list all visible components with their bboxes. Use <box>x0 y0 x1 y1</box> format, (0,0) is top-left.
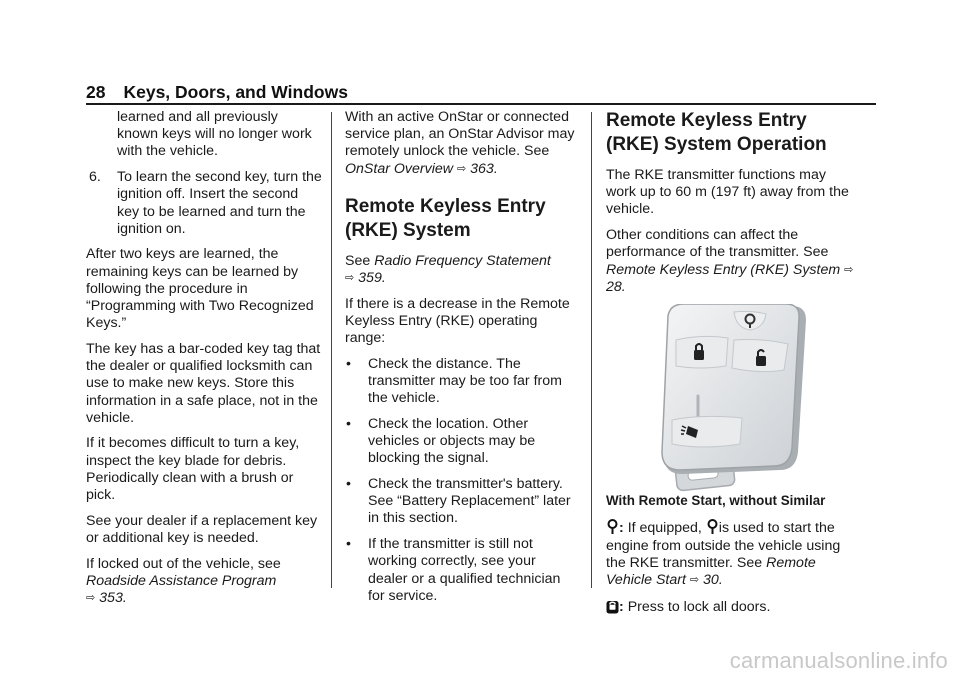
label-colon: : <box>619 520 624 537</box>
section-heading: Remote Keyless Entry (RKE) System <box>345 195 546 241</box>
figure-caption: With Remote Start, without Similar <box>606 493 826 509</box>
paragraph-text: If equipped, <box>627 520 702 537</box>
bullet-marker: • <box>346 536 351 553</box>
xref-page[interactable]: 28 <box>606 278 622 295</box>
lock-icon <box>606 598 619 614</box>
bullet-text: Check the distance. The transmitter may be too far from the vehicle. <box>368 355 562 407</box>
column-3 <box>606 109 856 624</box>
xref-link-remote-start[interactable]: Remote Vehicle Start <box>606 554 816 589</box>
step-number: 6. <box>89 169 101 186</box>
paragraph-text: Other conditions can affect the performance of the transmitter. See <box>606 227 829 261</box>
lock-description <box>606 598 856 616</box>
paragraph-text: is used to start the engine from outside the vehicle using the RKE transmitter. See <box>606 520 841 571</box>
paragraph-text: If locked out of the vehicle, see <box>86 555 281 572</box>
label-colon: : <box>619 598 624 615</box>
page-number: 28 <box>86 82 106 102</box>
xref-page[interactable]: 353 <box>99 590 123 607</box>
bullet-marker: • <box>346 476 351 493</box>
bullet-item <box>345 356 575 408</box>
xref-page[interactable]: 359 <box>358 270 382 287</box>
paragraph: The RKE transmitter functions may work up to 60 m (197 ft) away from the vehicle. <box>606 167 849 218</box>
bullet-text: If the transmitter is still not working correctly, see your dealer or a qualified technician for service. <box>368 536 561 604</box>
watermark: carmanualsonline.info <box>729 648 948 673</box>
paragraph: With an active OnStar or connected service plan, an OnStar Advisor may remotely unlock the vehicle. See OnStar Overview ⇨ 363. <box>345 109 575 177</box>
xref-arrow-icon: ⇨ <box>844 263 854 276</box>
column-divider-1 <box>331 112 332 588</box>
xref-link-radio[interactable]: Radio Frequency Statement <box>374 252 551 269</box>
xref-arrow-icon: ⇨ <box>456 162 467 175</box>
bullet-item <box>345 536 575 605</box>
paragraph: See Radio Frequency Statement ⇨ 359. <box>345 252 551 287</box>
remote-start-icon <box>606 519 619 535</box>
bullet-text: Check the transmitter's battery. See “Battery Replacement” later in this section. <box>368 476 571 527</box>
step-continuation: learned and all previously known keys will no longer work with the vehicle. <box>117 109 312 160</box>
key-fob-figure <box>606 304 856 494</box>
remote-start-description: : If equipped, is used to start the engine from outside the vehicle using the RKE transmitter. See Remote Vehicle Start ⇨ 30. <box>606 520 841 589</box>
paragraph-text: See <box>345 252 371 269</box>
column-1 <box>86 109 322 616</box>
xref-link-roadside[interactable]: Roadside Assistance Program <box>86 572 277 589</box>
xref-arrow-icon: ⇨ <box>86 592 96 605</box>
xref-page[interactable]: 30 <box>703 572 719 589</box>
section-title: Keys, Doors, and Windows <box>123 82 348 102</box>
bullet-list <box>345 356 575 605</box>
step-text: To learn the second key, turn the ignition off. Insert the second key to be learned and turn the ignition on. <box>117 169 322 237</box>
bullet-item <box>345 416 575 468</box>
paragraph-text: Press to lock all doors. <box>627 598 771 615</box>
paragraph: The key has a bar-coded key tag that the dealer or qualified locksmith can use to make new keys. Store this information in a safe place, not in the vehicle. <box>86 340 321 426</box>
paragraph: After two keys are learned, the remaining keys can be learned by following the procedure in “Programming with Two Recognized Keys.” <box>86 246 314 332</box>
xref-link-onstar[interactable]: OnStar Overview <box>345 160 454 177</box>
column-divider-2 <box>591 112 592 588</box>
paragraph: If there is a decrease in the Remote Keyless Entry (RKE) operating range: <box>345 295 570 347</box>
page-header <box>86 82 348 103</box>
xref-arrow-icon: ⇨ <box>689 574 700 587</box>
step-6 <box>86 169 322 238</box>
xref-page[interactable]: 363 <box>470 160 494 177</box>
bullet-item <box>345 476 575 528</box>
bullet-text: Check the location. Other vehicles or objects may be blocking the signal. <box>368 415 536 467</box>
paragraph: See your dealer if a replacement key or additional key is needed. <box>86 512 318 546</box>
paragraph: Other conditions can affect the performance of the transmitter. See Remote Keyless Entry (RKE) System ⇨ 28. <box>606 227 854 295</box>
xref-link-rke[interactable]: Remote Keyless Entry (RKE) System <box>606 261 841 278</box>
column-2 <box>345 109 575 613</box>
bullet-marker: • <box>346 355 351 372</box>
bullet-marker: • <box>346 415 351 432</box>
xref-arrow-icon: ⇨ <box>345 272 355 285</box>
key-fob-illustration <box>642 304 812 494</box>
remote-start-icon <box>706 519 719 535</box>
header-rule <box>86 103 876 105</box>
paragraph: If it becomes difficult to turn a key, inspect the key blade for debris. Periodically clean with a brush or pick. <box>86 435 300 504</box>
paragraph: If locked out of the vehicle, see Roadside Assistance Program ⇨ 353. <box>86 555 281 607</box>
paragraph-text: With an active OnStar or connected service plan, an OnStar Advisor may remotely unlock the vehicle. See <box>345 109 575 160</box>
section-heading: Remote Keyless Entry (RKE) System Operation <box>606 110 827 155</box>
